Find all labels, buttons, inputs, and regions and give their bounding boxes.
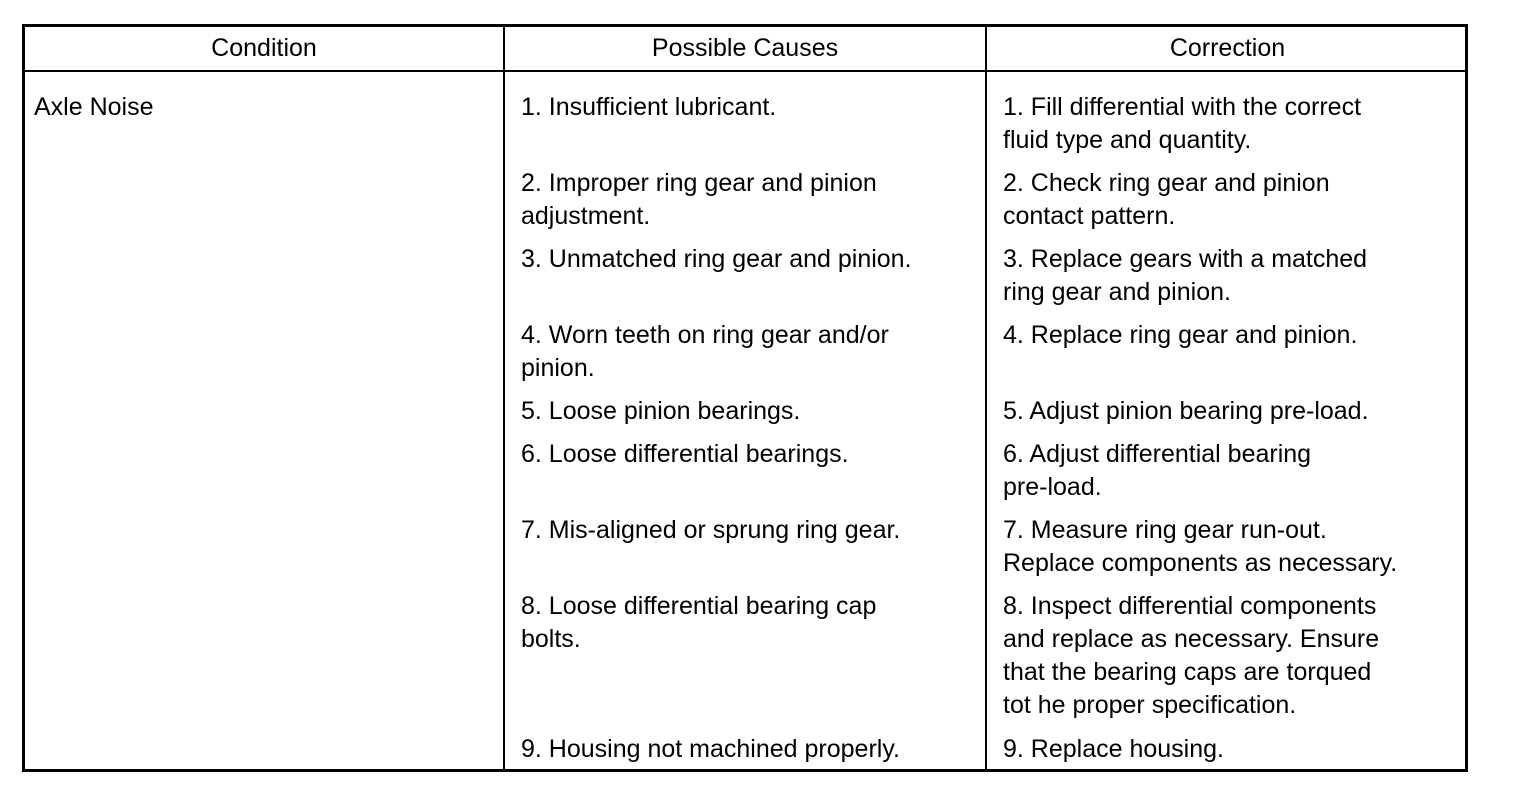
cause-cell [521, 167, 981, 233]
correction-cell [1003, 319, 1465, 352]
cause-cell [521, 243, 981, 276]
header-possible-causes: Possible Causes [651, 34, 839, 62]
correction-line: 3. Replace gears with a matched [1003, 245, 1368, 273]
cause-cell [521, 319, 981, 385]
correction-line: ring gear and pinion. [1003, 278, 1231, 306]
cause-line: 9. Housing not machined properly. [521, 735, 900, 763]
column-divider [985, 27, 987, 769]
correction-line: 6. Adjust differential bearing [1003, 440, 1312, 468]
header-divider [25, 70, 1465, 72]
cause-line: 8. Loose differential bearing cap [521, 592, 877, 620]
correction-line: Replace components as necessary. [1003, 549, 1398, 577]
correction-line: 4. Replace ring gear and pinion. [1003, 321, 1358, 349]
correction-cell [1003, 243, 1465, 309]
cause-cell [521, 395, 981, 428]
correction-line: 9. Replace housing. [1003, 735, 1224, 763]
cause-line: pinion. [521, 354, 595, 382]
correction-line: tot he proper specification. [1003, 691, 1297, 719]
cause-line: 7. Mis-aligned or sprung ring gear. [521, 516, 901, 544]
cause-line: bolts. [521, 625, 581, 653]
correction-cell [1003, 395, 1465, 428]
header-correction: Correction [1169, 34, 1286, 62]
correction-cell [1003, 514, 1465, 580]
cause-line: 2. Improper ring gear and pinion [521, 169, 877, 197]
cause-line: 5. Loose pinion bearings. [521, 397, 801, 425]
correction-line: and replace as necessary. Ensure [1003, 625, 1380, 653]
header-condition: Condition [211, 34, 317, 62]
cause-cell [521, 91, 981, 124]
cause-cell [521, 733, 981, 766]
cause-line: 4. Worn teeth on ring gear and/or [521, 321, 889, 349]
correction-line: that the bearing caps are torqued [1003, 658, 1372, 686]
cause-cell [521, 590, 981, 656]
correction-cell [1003, 438, 1465, 504]
cause-cell [521, 438, 981, 471]
correction-line: 5. Adjust pinion bearing pre-load. [1003, 397, 1369, 425]
correction-cell [1003, 590, 1465, 722]
correction-cell [1003, 167, 1465, 233]
column-divider [503, 27, 505, 769]
correction-cell [1003, 733, 1465, 766]
correction-line: contact pattern. [1003, 202, 1176, 230]
correction-line: 8. Inspect differential components [1003, 592, 1377, 620]
correction-line: 2. Check ring gear and pinion [1003, 169, 1330, 197]
cause-line: 6. Loose differential bearings. [521, 440, 849, 468]
troubleshooting-table [22, 24, 1468, 772]
condition-cell: Axle Noise [34, 93, 154, 121]
cause-line: adjustment. [521, 202, 651, 230]
correction-line: fluid type and quantity. [1003, 126, 1252, 154]
correction-line: pre-load. [1003, 473, 1102, 501]
correction-line: 7. Measure ring gear run-out. [1003, 516, 1327, 544]
cause-line: 1. Insufficient lubricant. [521, 93, 777, 121]
cause-line: 3. Unmatched ring gear and pinion. [521, 245, 912, 273]
cause-cell [521, 514, 981, 547]
correction-line: 1. Fill differential with the correct [1003, 93, 1362, 121]
correction-cell [1003, 91, 1465, 157]
